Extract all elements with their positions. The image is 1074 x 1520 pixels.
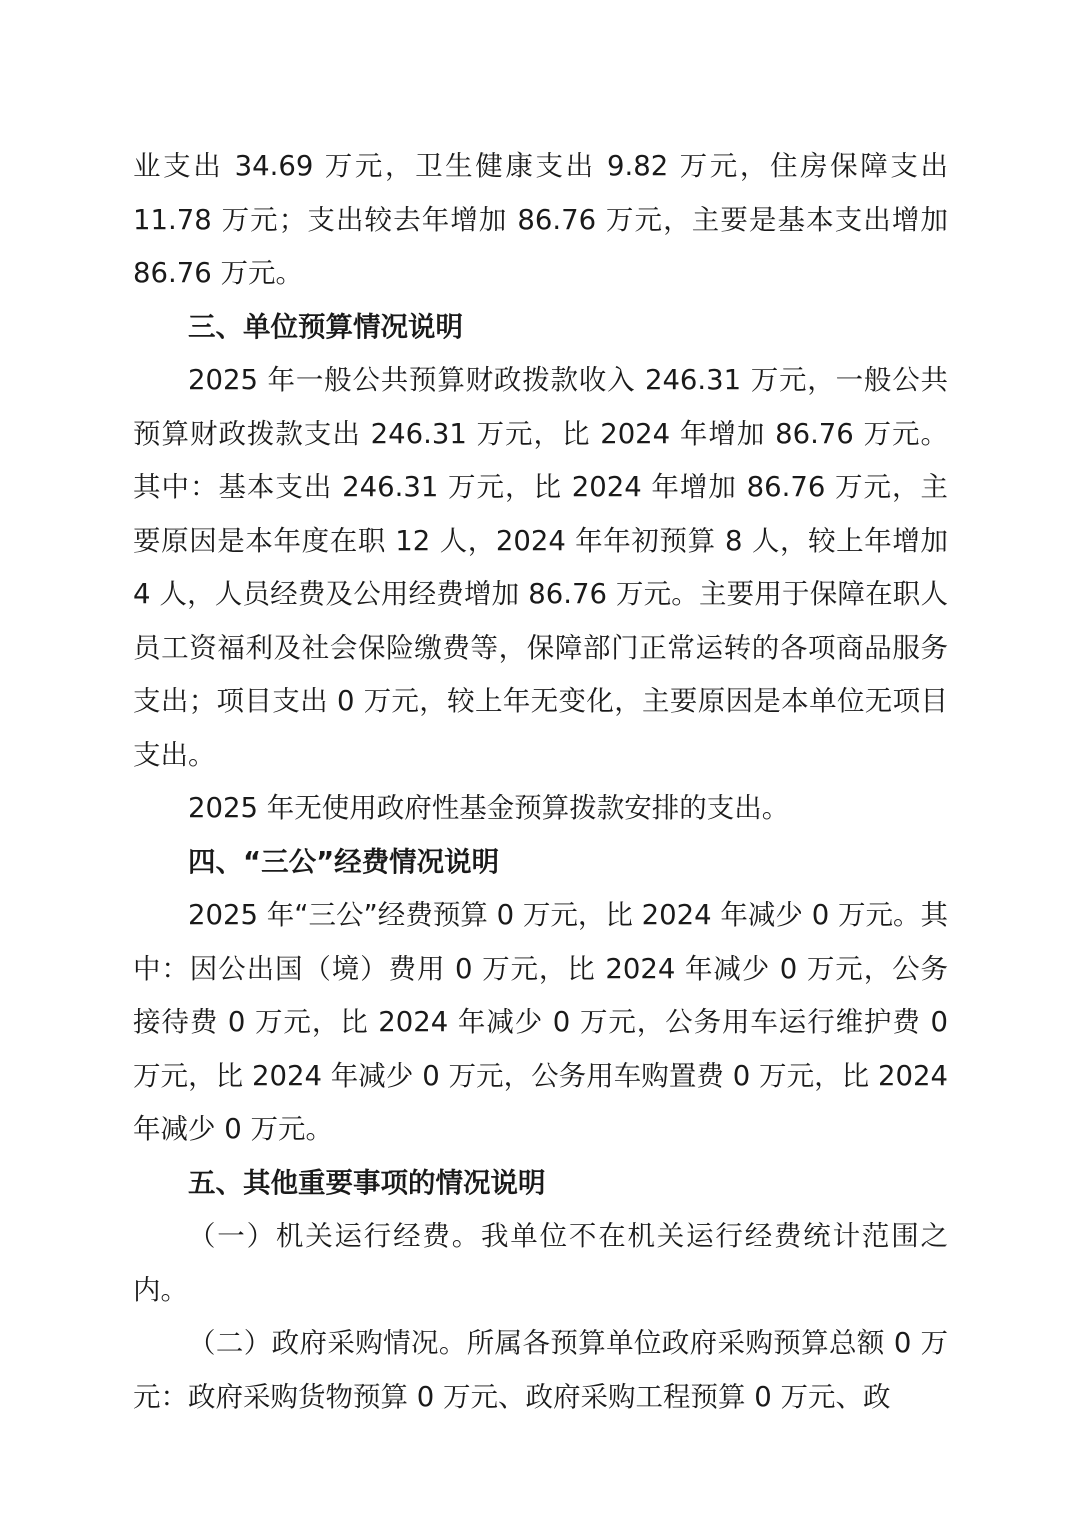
continuation-paragraph: 业支出 34.69 万元，卫生健康支出 9.82 万元，住房保障支出 11.78 万元；支出较去年增加 86.76 万元，主要是基本支出增加 86.76 万元。 <box>133 150 948 289</box>
document-page <box>133 140 948 1424</box>
section-5-paragraph-1: （一）机关运行经费。我单位不在机关运行经费统计范围之内。 <box>133 1220 948 1306</box>
section-4-heading: 四、“三公”经费情况说明 <box>188 845 500 878</box>
section-3-paragraph-2: 2025 年无使用政府性基金预算拨款安排的支出。 <box>188 792 790 824</box>
section-3-heading: 三、单位预算情况说明 <box>188 310 463 343</box>
section-5-paragraph-2: （二）政府采购情况。所属各预算单位政府采购预算总额 0 万元：政府采购货物预算 0 万元、政府采购工程预算 0 万元、政 <box>133 1327 948 1413</box>
section-4-paragraph-1: 2025 年“三公”经费预算 0 万元，比 2024 年减少 0 万元。其中：因公出国（境）费用 0 万元，比 2024 年减少 0 万元，公务接待费 0 万元，比 2024 年减少 0 万元，公务用车运行维护费 0 万元，比 2024 年减少 0 万元，公务用车购置费 0 万元，比 2024 年减少 0 万元。 <box>133 899 948 1145</box>
section-3-paragraph-1: 2025 年一般公共预算财政拨款收入 246.31 万元，一般公共预算财政拨款支出 246.31 万元，比 2024 年增加 86.76 万元。其中：基本支出 246.31 万元，比 2024 年增加 86.76 万元，主要原因是本年度在职 12 人，2024 年年初预算 8 人，较上年增加 4 人，人员经费及公用经费增加 86.76 万元。主要用于保障在职人员工资福利及社会保险缴费等，保障部门正常运转的各项商品服务支出；项目支出 0 万元，较上年无变化，主要原因是本单位无项目支出。 <box>133 364 948 771</box>
section-5-heading: 五、其他重要事项的情况说明 <box>188 1166 546 1199</box>
